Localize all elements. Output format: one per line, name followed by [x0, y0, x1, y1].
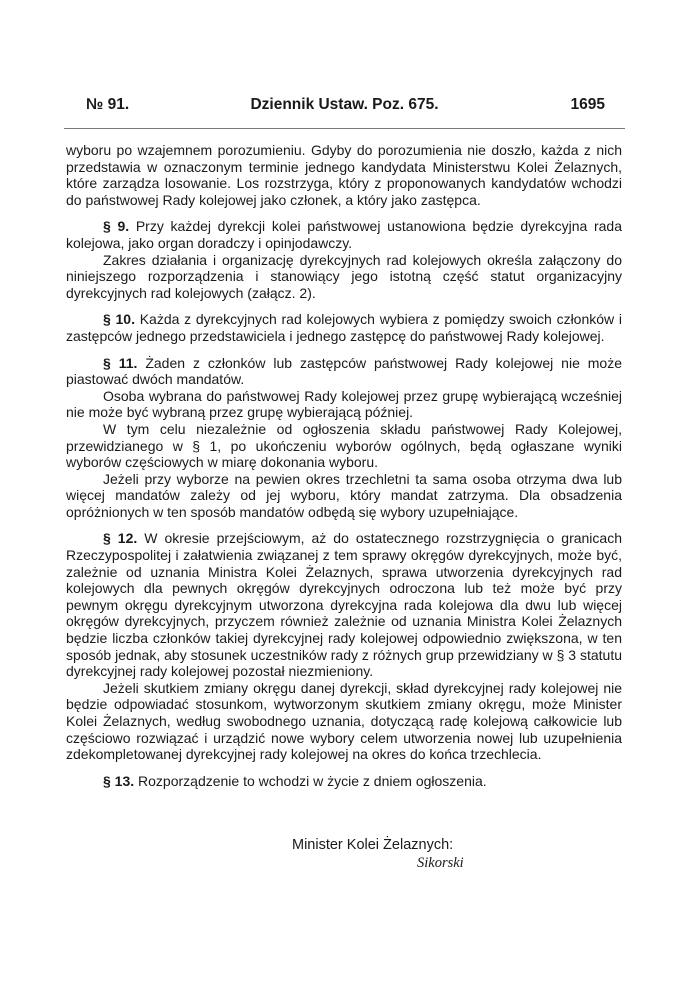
section-10-paragraph: [66, 311, 622, 344]
page-number: 1695: [570, 96, 605, 113]
paragraph: [66, 471, 622, 521]
page-header: [64, 96, 625, 120]
paragraph: [66, 252, 622, 302]
paragraph: [66, 142, 622, 208]
paragraph-text: Osoba wybrana do państwowej Rady kolejowej przez grupę wybierającą wcześniej nie może być wybraną przez grupę wybierającą później.: [66, 387, 622, 421]
paragraph-text: Każda z dyrekcyjnych rad kolejowych wybiera z pomiędzy swoich członków i zastępców jednego przedstawiciela i jednego zastępcę do państwowej Rady kolejowej.: [66, 311, 622, 344]
paragraph-text: Zakres działania i organizację dyrekcyjnych rad kolejowych określa załączony do niniejszego rozporządzenia i stanowiący jego istotną część statut organizacyjny dyrekcyjnych rad kolejowych (załącz. 2).: [66, 251, 622, 301]
paragraph: [66, 421, 622, 471]
paragraph-text: Przy każdej dyrekcji kolei państwowej ustanowiona będzie dyrekcyjna rada kolejowa, jako organ doradczy i opinjodawczy.: [66, 218, 622, 251]
section-9-label: § 9.: [103, 218, 130, 235]
section-13-label: § 13.: [103, 772, 135, 789]
section-11-paragraph: [66, 355, 622, 388]
paragraph-text: W tym celu niezależnie od ogłoszenia składu państwowej Rady Kolejowej, przewidzianego w § 1, po ukończeniu wyborów ogólnych, będą ogłaszane wyniki wyborów częściowych w miarę dokonania wyboru.: [66, 420, 622, 471]
paragraph: [66, 680, 622, 763]
signatory-name: Sikorski: [417, 855, 464, 871]
paragraph-text: wyboru po wzajemnem porozumieniu. Gdyby do porozumienia nie doszło, każda z nich przedstawia w oznaczonym terminie jednego kandydata Ministerstwu Kolei Żelaznych, które zarządza losowanie. Los rozstrzyga, który z proponowanych kandydatów wchodzi do państwowej Rady kolejowej jako członek, a który jako zastępca.: [66, 142, 622, 208]
paragraph-text: W okresie przejściowym, aż do ostatecznego rozstrzygnięcia o granicach Rzeczypospolitej i załatwienia związanej z tem sprawy okręgów dyrekcyjnych, może być, zależnie od uznania Ministra Kolei Żelaznych, sprawa utworzenia dyrekcyjnych rad kolejowych dla pewnych okręgów dyrekcyjnych odroczona lub też może być przy pewnym okręgu dyrekcyjnym utworzona dyrekcyjna rada kolejowa dla dwu lub więcej okręgów dyrekcyjnych, przyczem również zależnie od uznania Ministra Kolei Żelaznych będzie liczba członków takiej dyrekcyjnej rady kolejowej odpowiednio zwiększona, w ten sposób jednak, aby stosunek uczestników rady z różnych grup przewidziany w § 3 statutu dyrekcyjnej rady kolejowej pozostał niezmieniony.: [66, 530, 622, 680]
paragraph-text: Żaden z członków lub zastępców państwowej Rady kolejowej nie może piastować dwóch mandatów.: [66, 354, 623, 388]
section-12-label: § 12.: [103, 530, 138, 547]
section-11-label: § 11.: [103, 354, 138, 371]
section-12-paragraph: [66, 530, 622, 679]
header-rule: [64, 128, 625, 129]
paragraph-text: Jeżeli przy wyborze na pewien okres trzechletni ta sama osoba otrzyma dwa lub więcej mandatów zależy od jej wyboru, który mandat zatrzyma. Dla obsadzenia opróżnionych w ten sposób mandatów odbędą się wybory uzupełniające.: [66, 470, 622, 520]
signature-block: [292, 836, 592, 872]
paragraph-text: Rozporządzenie to wchodzi w życie z dniem ogłoszenia.: [138, 772, 487, 789]
journal-title: Dziennik Ustaw. Poz. 675.: [250, 96, 439, 113]
document-body: [66, 142, 622, 789]
section-10-label: § 10.: [103, 311, 135, 328]
signatory-role: Minister Kolei Żelaznych:: [292, 837, 454, 853]
section-9-paragraph: [66, 218, 622, 251]
paragraph-text: Jeżeli skutkiem zmiany okręgu danej dyrekcji, skład dyrekcyjnej rady kolejowej nie będzie odpowiadać stosunkom, wytworzonym skutkiem zmiany okręgu, może Minister Kolei Żelaznych, według swobodnego uznania, dotyczącą radę kolejową całkowicie lub częściowo rozwiązać i urządzić nowe wybory celem utworzenia nowej lub uzupełnienia zdekompletowanej dyrekcyjnej rady kolejowej na okres do końca trzechlecia.: [66, 679, 622, 763]
paragraph: [66, 388, 622, 421]
issue-number: № 91.: [86, 96, 130, 113]
section-13-paragraph: [66, 773, 622, 790]
